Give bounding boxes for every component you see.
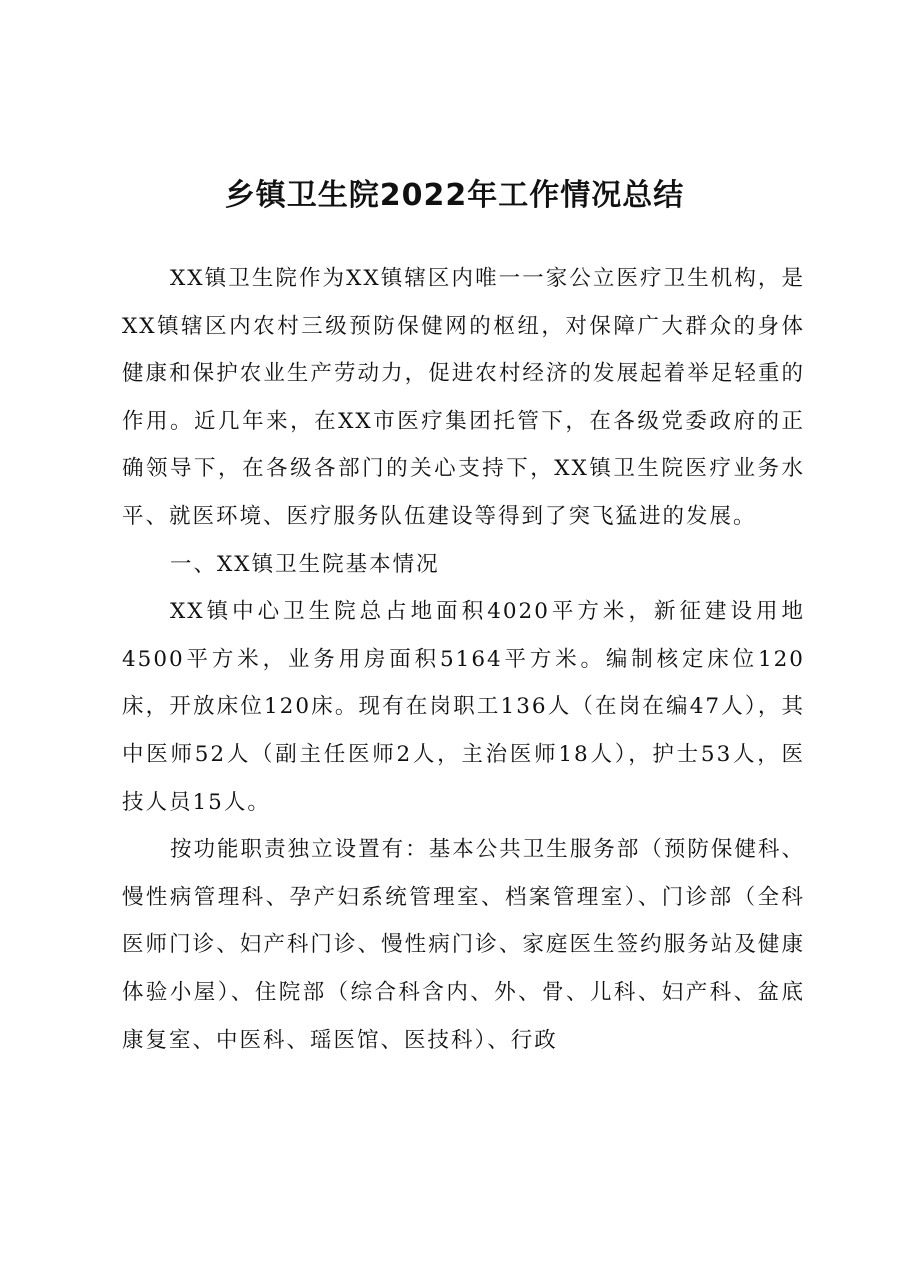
- document-body: [122, 255, 805, 1064]
- section-heading-basic-info: 一、XX镇卫生院基本情况: [170, 551, 440, 577]
- paragraph-departments: 按功能职责独立设置有：基本公共卫生服务部（预防保健科、慢性病管理科、孕产妇系统管理室、档案管理室）、门诊部（全科医师门诊、妇产科门诊、慢性病门诊、家庭医生签约服务站及健康体验小屋）、住院部（综合科含内、外、骨、儿科、妇产科、盆底康复室、中医科、瑶医馆、医技科）、行政: [122, 837, 805, 1053]
- paragraph-facilities-staff: XX镇中心卫生院总占地面积4020平方米，新征建设用地4500平方米，业务用房面积5164平方米。编制核定床位120床，开放床位120床。现有在岗职工136人（在岗在编47人），其中医师52人（副主任医师2人，主治医师18人），护士53人，医技人员15人。: [122, 599, 805, 815]
- document-title: 乡镇卫生院2022年工作情况总结: [224, 178, 685, 213]
- paragraph-intro: XX镇卫生院作为XX镇辖区内唯一一家公立医疗卫生机构，是XX镇辖区内农村三级预防保健网的枢纽，对保障广大群众的身体健康和保护农业生产劳动力，促进农村经济的发展起着举足轻重的作用。近几年来，在XX市医疗集团托管下，在各级党委政府的正确领导下，在各级各部门的关心支持下，XX镇卫生院医疗业务水平、就医环境、医疗服务队伍建设等得到了突飞猛进的发展。: [122, 266, 805, 529]
